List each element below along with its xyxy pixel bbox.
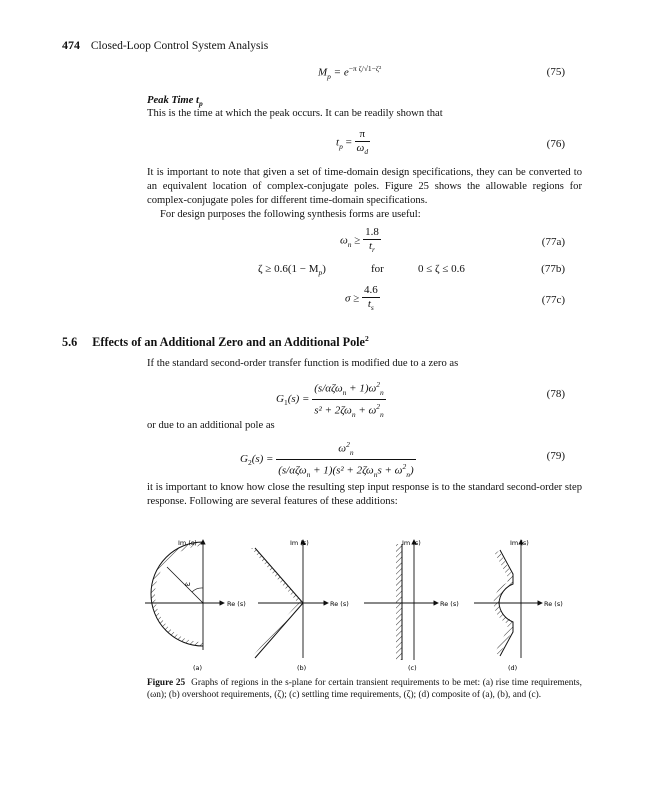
section-heading: 5.6 Effects of an Additional Zero and an Additional Pole$^2$ xyxy=(62,334,369,350)
equation-77b-condition: 0 ≤ ζ ≤ 0.6 xyxy=(418,263,465,275)
equation-76: $t_p$ = $\frac{\pi}{\omega_d}$ xyxy=(336,128,369,157)
panel-a-letter: (a) xyxy=(193,664,203,672)
panel-a-hatched-arc xyxy=(151,542,203,646)
panel-a-omega-label: ω xyxy=(185,580,191,588)
panel-c-letter: (c) xyxy=(408,664,417,672)
equation-77a: $\omega_n$ ≥ $\frac{1.8}{t_r}$ xyxy=(340,226,379,255)
equation-77c-number: (77c) xyxy=(541,294,565,306)
page-number: 474 xyxy=(62,38,80,52)
running-header xyxy=(62,38,268,53)
panel-b xyxy=(251,539,349,672)
panel-d-letter: (d) xyxy=(508,664,518,672)
panel-c xyxy=(364,539,459,672)
paragraph-pole-regions: It is important to note that given a set of time-domain design specifications, they can be converted to an equivalent location of complex-conjugate poles. Figure 25 shows the allowable regions for complex-conjugate poles for different time-domain specifications. xyxy=(147,167,582,206)
equation-77a-number: (77a) xyxy=(541,236,565,248)
peak-time-heading: Peak Time $t_p$ xyxy=(147,95,203,109)
panel-b-upper-ray xyxy=(255,548,303,603)
equation-79: $G_2(s)$ = $\frac{\omega^2_n}{(s/\alpha\zeta\omega_n + 1)(s^2 + 2\zeta\omega_ns + \omega^2_n)}$ xyxy=(240,440,414,479)
running-title: Closed-Loop Control System Analysis xyxy=(90,40,269,52)
equation-76-number: (76) xyxy=(546,138,565,150)
peak-time-body: This is the time at which the peak occurs. It can be readily shown that xyxy=(147,108,443,119)
panel-b-re-label: Re (s) xyxy=(330,600,349,608)
panel-d xyxy=(474,539,563,672)
panel-c-re-label: Re (s) xyxy=(440,600,459,608)
figure-25-caption-text: Graphs of regions in the s-plane for certain transient requirements to be met: (a) rise time requirements, (ωn); (b) overshoot requirements, (ζ); (c) settling time requirements, (ζ); (d) composite of (a), (b), and (c). xyxy=(147,678,582,700)
paragraph-synthesis-forms: For design purposes the following synthesis forms are useful: xyxy=(160,209,421,220)
panel-d-re-label: Re (s) xyxy=(544,600,563,608)
panel-c-hatched-band xyxy=(396,544,402,660)
equation-77b: $\zeta \ge 0.6(1 - M_p)$ xyxy=(258,263,326,278)
figure-25 xyxy=(140,530,580,675)
figure-25-caption xyxy=(147,677,582,701)
equation-77b-for: for xyxy=(371,263,384,275)
panel-b-lower-ray xyxy=(255,603,303,658)
figure-25-caption-label: Figure 25 xyxy=(147,678,186,688)
equation-76-fraction: $\frac{\pi}{\omega_d}$ xyxy=(356,128,369,157)
equation-79-number: (79) xyxy=(546,450,565,462)
panel-d-im-label: Im (s) xyxy=(510,539,529,547)
equation-75: $M_p = e^{-\pi \zeta/√1-\zeta^2}$ xyxy=(318,64,382,81)
panel-a xyxy=(145,539,246,672)
equation-78: $G_1(s)$ = $\frac{(s/\alpha\zeta\omega_n + 1)\omega^2_n}{s^2 + 2\zeta\omega_n + \omega^2_n}$ xyxy=(276,380,384,419)
paragraph-pole-intro: or due to an additional pole as xyxy=(147,420,275,431)
equation-75-number: (75) xyxy=(546,66,565,78)
equation-77c: σ ≥ $\frac{4.6}{t_s}$ xyxy=(345,284,378,313)
panel-a-circle xyxy=(151,542,203,646)
equation-78-number: (78) xyxy=(546,388,565,400)
paragraph-features: it is important to know how close the resulting step input response is to the standard second-order step response. Following are several features of these additions: xyxy=(147,482,582,507)
panel-a-im-label: Im (s) xyxy=(178,539,197,547)
panel-b-letter: (b) xyxy=(297,664,307,672)
paragraph-zero-intro: If the standard second-order transfer function is modified due to a zero as xyxy=(147,358,459,369)
equation-77b-number: (77b) xyxy=(541,263,565,275)
panel-a-re-label: Re (s) xyxy=(227,600,246,608)
panel-c-im-label: Im (s) xyxy=(402,539,421,547)
panel-b-im-label: Im (s) xyxy=(290,539,309,547)
